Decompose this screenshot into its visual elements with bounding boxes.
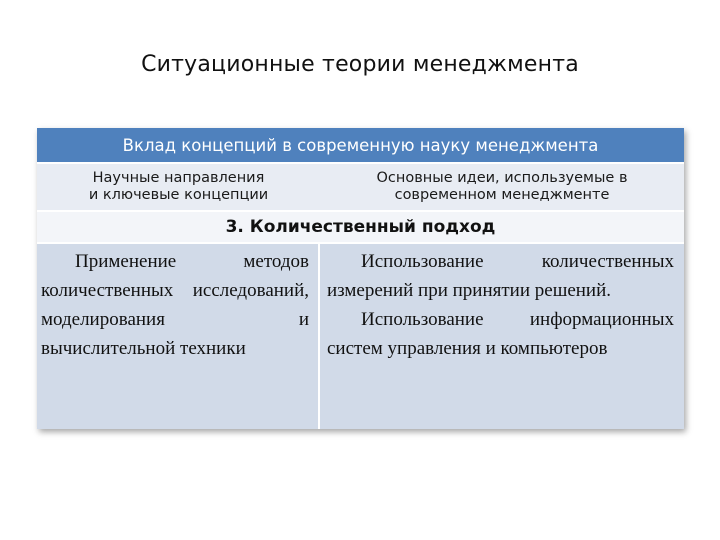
cell-text: Использование информационных систем управления и компьютеров bbox=[327, 309, 674, 359]
table-header: Вклад концепций в современную науку менеджмента bbox=[37, 128, 684, 164]
slide-title: Ситуационные теории менеджмента bbox=[141, 52, 579, 77]
cell-text: Использование количественных измерений при принятии решений. bbox=[327, 251, 674, 301]
column-header-directions: Научные направления и ключевые концепции bbox=[88, 170, 269, 203]
section-heading: 3. Количественный подход bbox=[37, 212, 684, 244]
column-header-ideas: Основные идеи, используемые в современном менеджменте bbox=[376, 170, 628, 203]
cell-ideas bbox=[320, 244, 684, 429]
column-header-row bbox=[37, 164, 684, 212]
table-row bbox=[37, 244, 684, 429]
concepts-table bbox=[37, 128, 684, 429]
cell-text: Применение методов количественных исследований, моделирования и вычислительной техники bbox=[41, 251, 309, 359]
cell-directions bbox=[37, 244, 320, 429]
